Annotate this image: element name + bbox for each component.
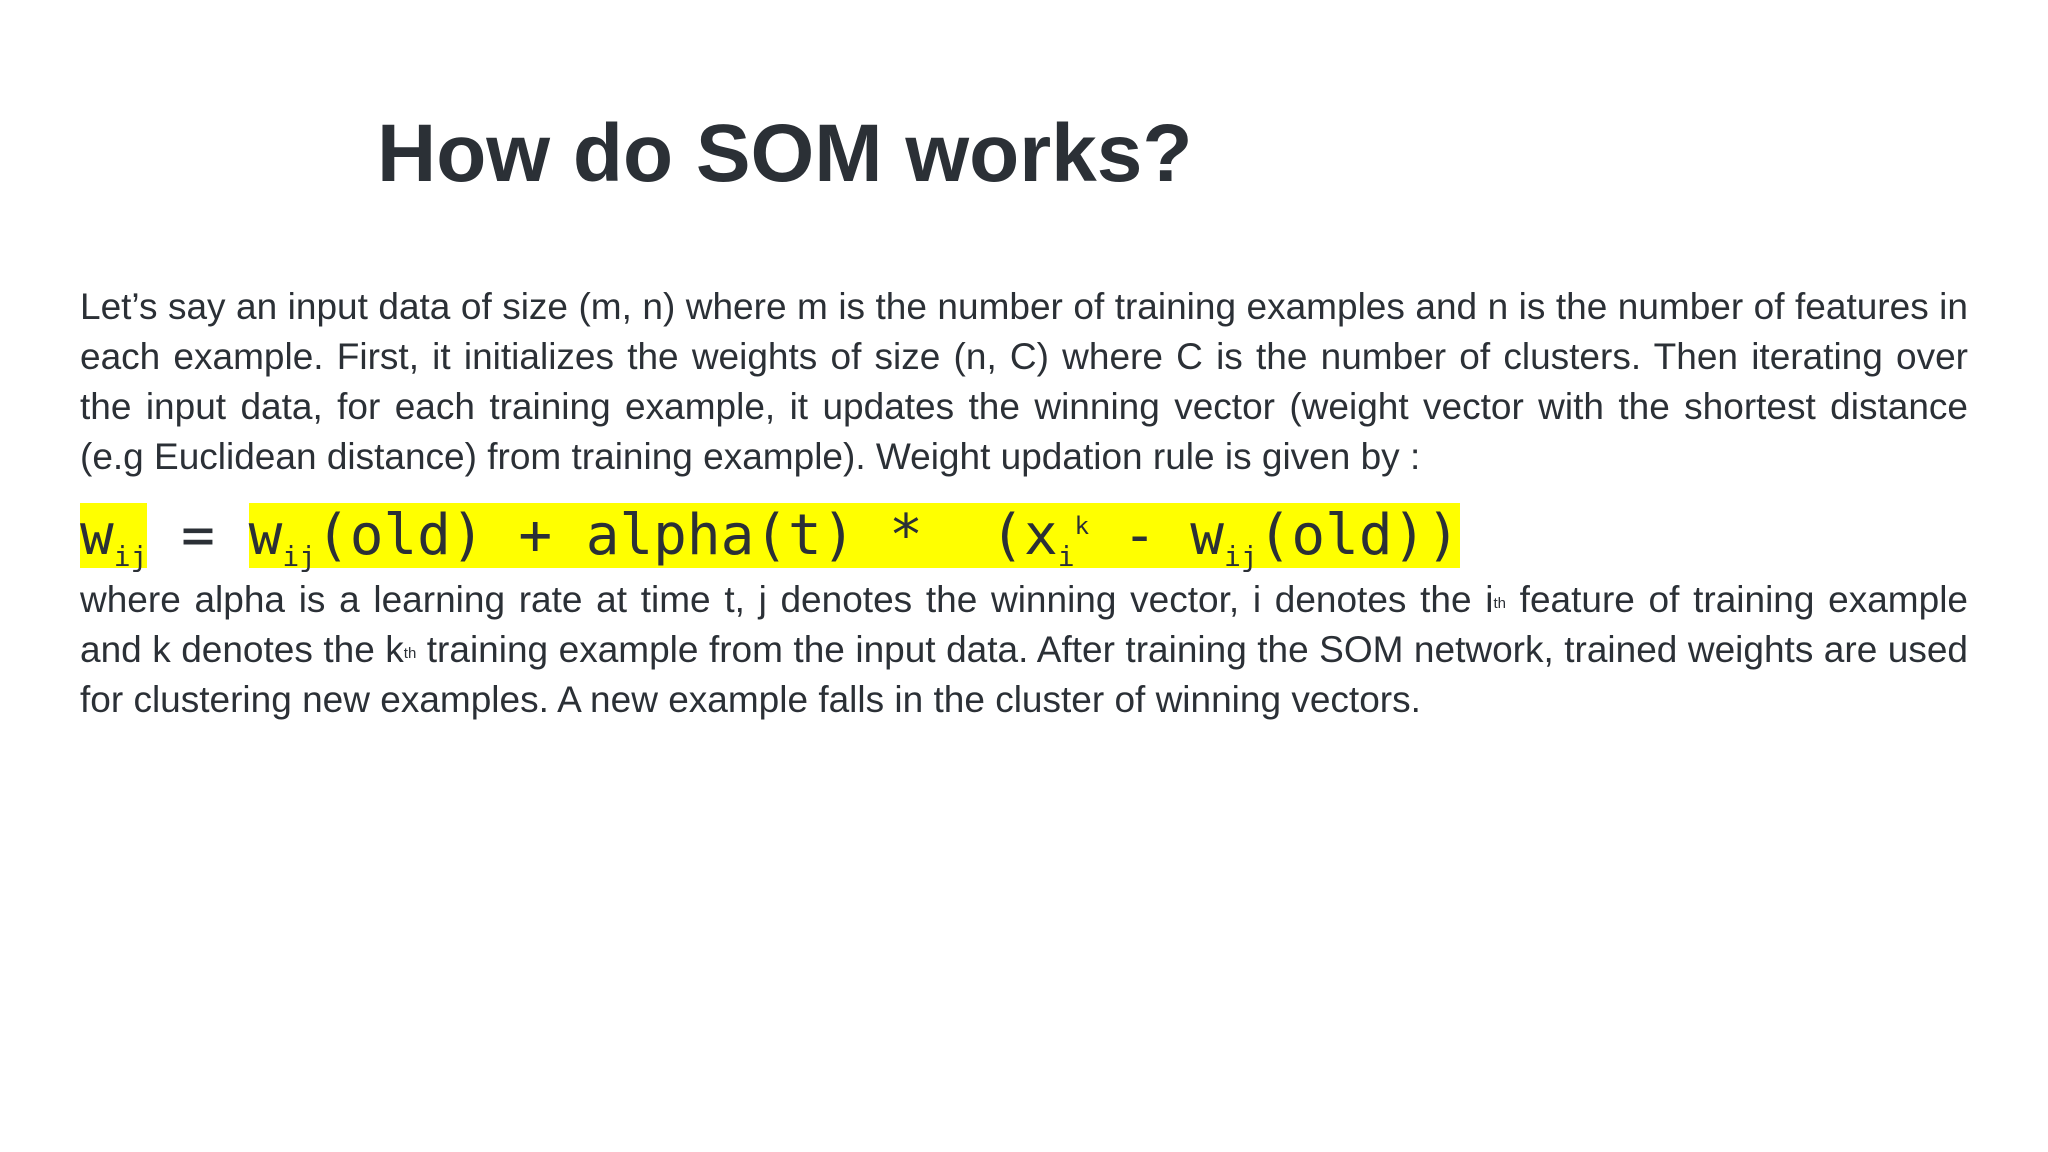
formula-w1 bbox=[80, 503, 148, 573]
formula-sup-k: k bbox=[1074, 512, 1090, 540]
formula-w1-base: w bbox=[80, 503, 114, 568]
formula-gap bbox=[957, 503, 991, 568]
formula-w3 bbox=[1190, 503, 1258, 573]
formula-x-base: (x bbox=[990, 503, 1058, 568]
formula-equals: = bbox=[147, 503, 249, 568]
slide-title: How do SOM works? bbox=[377, 108, 1193, 199]
explanation-sup-th: th bbox=[403, 645, 417, 662]
intro-paragraph: Let’s say an input data of size (m, n) where m is the number of training examples and n is the number of features in each example. First, it initializes the weights of size (n, C) where C is the number of clusters. Then iterating over the input data, for each training example, it updates the winning vector (weight vector with the shortest distance (e.g Euclidean distance) from training example). Weight updation rule is given by : bbox=[80, 286, 1968, 477]
explanation-paragraph bbox=[80, 575, 1968, 725]
formula-w2-base: w bbox=[248, 503, 283, 568]
formula-sub-i: i bbox=[1057, 540, 1075, 573]
explanation-part1: where alpha is a learning rate at time t, j denotes the winning vector, i denotes the i bbox=[80, 579, 1494, 620]
formula-old-alpha: (old) + alpha(t) * bbox=[316, 503, 957, 568]
formula-w3-base: w bbox=[1190, 503, 1224, 568]
formula-sub-ij: ij bbox=[113, 540, 148, 573]
formula-sub-ij: ij bbox=[1223, 540, 1258, 573]
explanation-part2: feature of training example and k denotes the k bbox=[80, 579, 1968, 670]
weight-update-formula bbox=[80, 501, 1460, 571]
formula-minus: - bbox=[1089, 503, 1191, 568]
formula-old-end: (old)) bbox=[1257, 503, 1460, 568]
explanation-part3: training example from the input data. After training the SOM network, trained weights are used for clustering new examples. A new example falls in the cluster of winning vectors. bbox=[80, 629, 1968, 720]
explanation-sup-th: th bbox=[1493, 595, 1506, 612]
formula-sub-ij: ij bbox=[282, 540, 317, 573]
formula-x bbox=[990, 503, 1090, 573]
formula-w2 bbox=[248, 503, 317, 573]
